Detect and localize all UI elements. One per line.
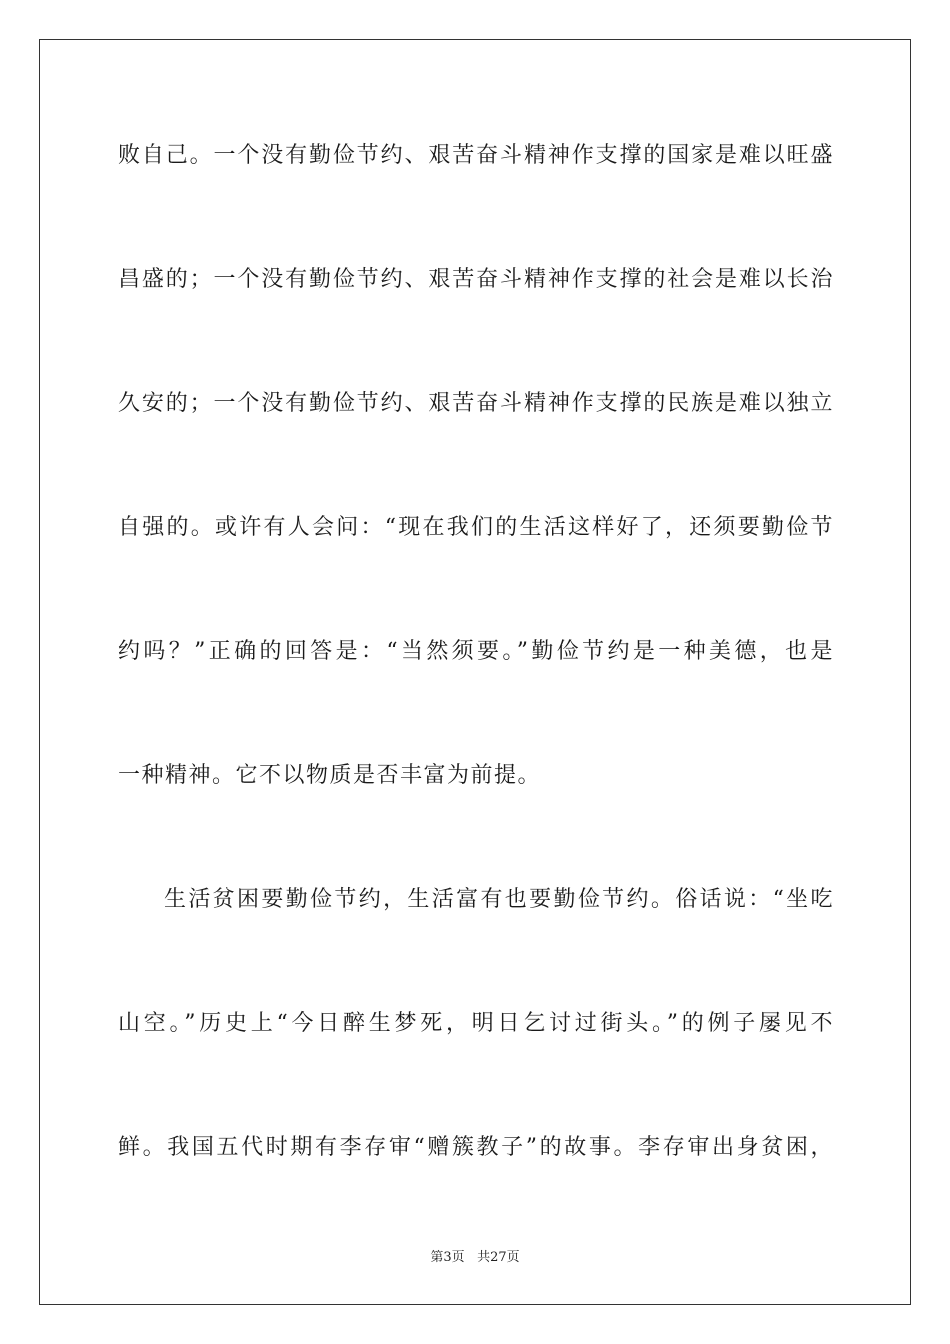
document-body: [118, 125, 834, 1179]
text-line: 败自己。一个没有勤俭节约、艰苦奋斗精神作支撑的国家是难以旺盛: [118, 143, 834, 168]
text-line: 约吗？”正确的回答是：“当然须要。”勤俭节约是一种美德，也是: [118, 639, 834, 664]
text-line: 自强的。或许有人会问：“现在我们的生活这样好了，还须要勤俭节: [118, 515, 834, 540]
text-line: 生活贫困要勤俭节约，生活富有也要勤俭节约。俗话说：“坐吃: [164, 887, 834, 912]
page-number: 第3页: [430, 1250, 465, 1265]
text-line: 一种精神。它不以物质是否丰富为前提。: [118, 763, 542, 788]
text-line: 山空。”历史上“今日醉生梦死，明日乞讨过街头。”的例子屡见不: [118, 1011, 834, 1036]
text-line: 久安的；一个没有勤俭节约、艰苦奋斗精神作支撑的民族是难以独立: [118, 391, 834, 416]
page-footer: [0, 1246, 950, 1265]
page-total: 共27页: [477, 1250, 520, 1265]
text-line: 鲜。我国五代时期有李存审“赠簇教子”的故事。李存审出身贫困，: [118, 1135, 834, 1160]
text-line: 昌盛的；一个没有勤俭节约、艰苦奋斗精神作支撑的社会是难以长治: [118, 267, 834, 292]
